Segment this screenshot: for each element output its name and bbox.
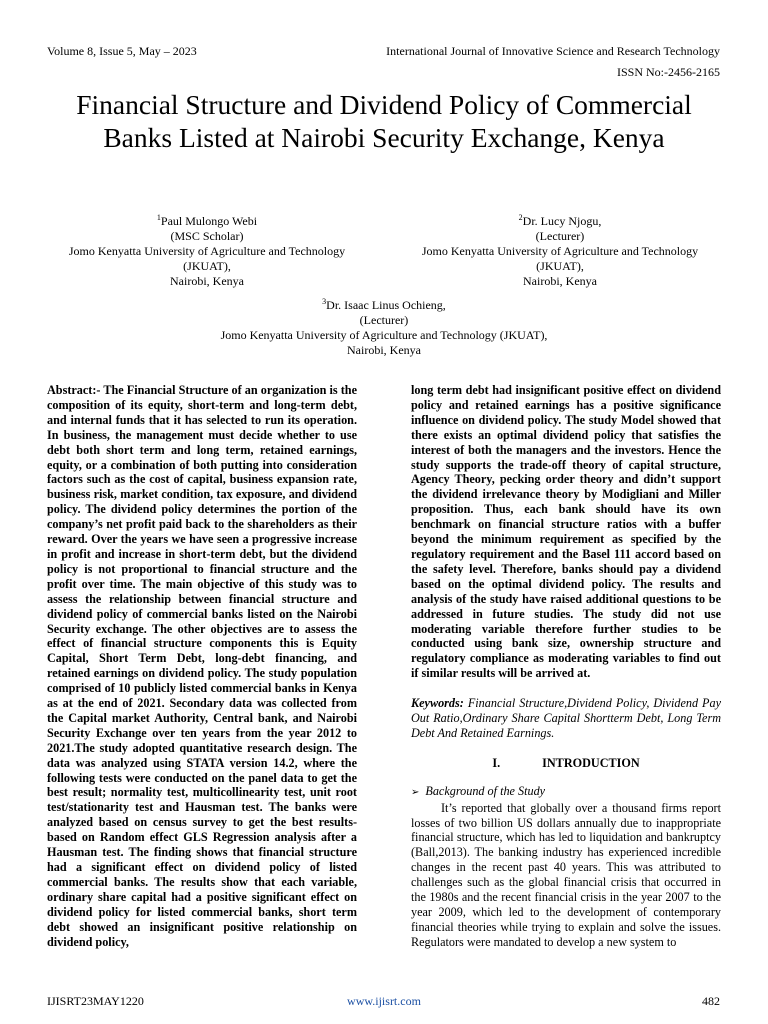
- arrow-bullet-icon: ➢: [411, 786, 420, 798]
- author-block-3: [180, 298, 588, 358]
- volume-issue: Volume 8, Issue 5, May – 2023: [47, 44, 197, 58]
- author-location: Nairobi, Kenya: [170, 274, 244, 288]
- author-name: $^2$Dr. Lucy Njogu,: [518, 213, 602, 228]
- abstract-text-continued: long term debt had insignificant positive effect on dividend policy and retained earnings has a positive significance influence on dividend policy. The study Model showed that there exists an optimal dividend policy that satisfies the interest of both the managers and the investors. Hence the study supports the trade-off theory of capital structure, Agency Theory, pecking order theory and didn’t support the dividend irrelevance theory by Modigliani and Miller proposition. Thus, each bank should have its own benchmark on financial structure ratios with a buffer beyond the minimum requirement as specified by the regulatory requirement and the Basel 111 accord based on the safety level. Therefore, banks should pay a dividend based on the optimal dividend policy. The results and analysis of the study have raised additional questions to be addressed in future studies. The study did not use moderating variable therefore further studies to be conducted using bank size, ownership structure and regulatory compliance as moderating variables to find out if similar results will be arrived at.: [411, 383, 721, 681]
- journal-url-link[interactable]: www.ijisrt.com: [347, 994, 421, 1008]
- journal-name: International Journal of Innovative Science and Research Technology: [386, 44, 720, 58]
- right-column: [411, 383, 721, 950]
- left-column: [47, 383, 357, 949]
- paper-title: Financial Structure and Dividend Policy of Commercial Banks Listed at Nairobi Security Exchange, Kenya: [76, 89, 692, 153]
- section-number: I.: [492, 755, 501, 770]
- author-block-2: [398, 214, 722, 289]
- subsection-heading: [411, 784, 721, 801]
- author-institution: Jomo Kenyatta University of Agriculture and Technology (JKUAT),: [220, 328, 548, 342]
- author-role: (Lecturer): [535, 229, 585, 243]
- abstract-text: Abstract:- The Financial Structure of an organization is the composition of its equity, short-term and long-term debt, and internal funds that it has selected to run its operation. In business, the management must decide whether to use debt both short term and long term, retained earnings, equity, or a combination of both putting into consideration factors such as the cost of capital, business expansion rate, business risk, market condition, tax exposure, and dividend policy. The dividend policy determines the portion of the company’s net profit paid back to the shareholders as their reward. Over the years we have seen a progressive increase in profit and increase in short-term debt, but the dividend policy is not proportional to financial structure and the profit over time. The main objective of this study was to assess the relationship between financial structure and dividend policy of commercial banks listed on the Nairobi Security exchange. The other objectives are to assess the effect of financial structure components this is Equity Capital, Short Term Debt, long-debt financing, and retained earnings on dividend policy. The study population comprised of 10 publicly listed commercial banks in Kenya as at the end of 2021. Secondary data was collected from the Capital market Authority, Central bank, and Nairobi Security Exchange over ten years from the year 2012 to 2021.The study adopted quantitative research design. The data was analyzed using STATA version 14.2, where the following tests were conducted on the panel data to get the best result; normality test, multicollinearity test, unit root test/stationarity test and Hausman test. The banks were analyzed based on census survey to get the best results-based on Random effect GLS Regression analysis after a Hausman test. The finding shows that financial structure had a significant effect on dividend policy of listed commercial banks. The results show that each variable, ordinary share capital had a positive significant effect on dividend policy for listed commercial banks, short term debt showed an insignificant positive relationship on dividend policy,: [47, 383, 357, 949]
- author-name: $^1$Paul Mulongo Webi: [156, 213, 258, 228]
- paper-code: IJISRT23MAY1220: [47, 994, 144, 1008]
- subsection-title: Background of the Study: [425, 783, 546, 798]
- author-institution: Jomo Kenyatta University of Agriculture and Technology: [68, 244, 346, 258]
- issn: ISSN No:-2456-2165: [616, 65, 720, 79]
- author-location: Nairobi, Kenya: [523, 274, 597, 288]
- section-title: INTRODUCTION: [542, 755, 640, 770]
- author-institution: Jomo Kenyatta University of Agriculture and Technology: [421, 244, 699, 258]
- author-institution-abbr: (JKUAT),: [183, 259, 231, 273]
- author-block-1: [52, 214, 362, 289]
- keywords-label: Keywords:: [411, 696, 464, 711]
- author-role: (MSC Scholar): [170, 229, 244, 243]
- keywords: [411, 696, 721, 741]
- author-location: Nairobi, Kenya: [347, 343, 421, 357]
- author-institution-abbr: (JKUAT),: [536, 259, 584, 273]
- intro-paragraph: It’s reported that globally over a thousand firms report losses of two billion US dollars annually due to inappropriate financial structure, which has led to liquidation and bankruptcy (Ball,2013). The banking industry has experienced incredible changes in the recent past 40 years. This was attributed to challenges such as the global financial crisis that occurred in the 1980s and the recent financial crisis in the year 2007 to the year 2009, which led to the development of contemporary financial theories while trying to explain and solve the issues. Regulators were mandated to develop a new system to: [411, 800, 721, 949]
- author-name: $^3$Dr. Isaac Linus Ochieng,: [322, 297, 446, 312]
- author-role: (Lecturer): [359, 313, 409, 327]
- keywords-text: Financial Structure,Dividend Policy, Dividend Pay Out Ratio,Ordinary Share Capital Shortterm Debt, Long Term Debt And Retained Earnings.: [411, 696, 722, 740]
- section-heading-introduction: [411, 756, 721, 771]
- page-number: 482: [702, 994, 720, 1008]
